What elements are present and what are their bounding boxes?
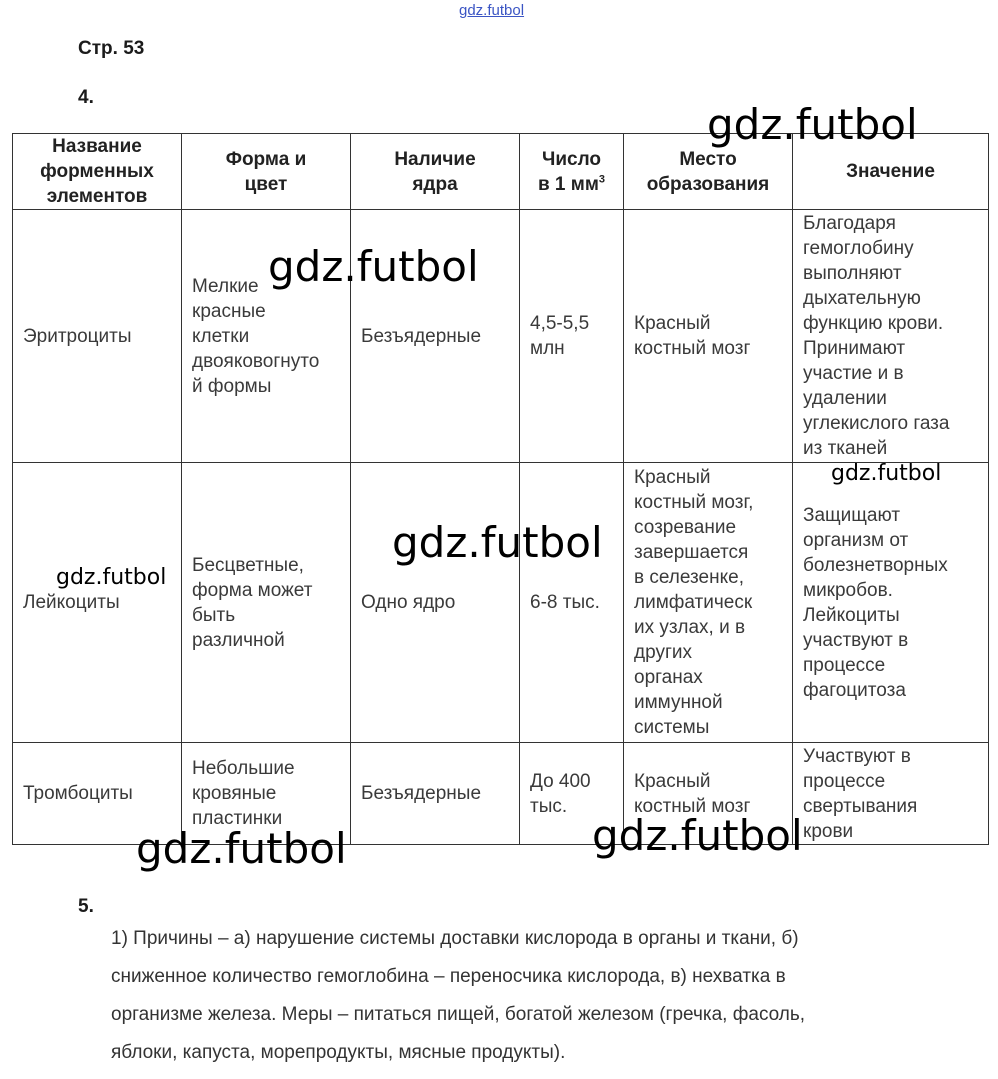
cell-shape: Небольшие кровяные пластинки xyxy=(182,743,351,845)
watermark: gdz.futbol xyxy=(592,811,803,860)
cell-count: До 400 тыс. xyxy=(520,743,624,845)
answer-line: организме железа. Меры – питаться пищей, богатой железом (гречка, фасоль, xyxy=(111,1004,806,1025)
cell-origin: Красный костный мозг xyxy=(624,743,793,845)
cell-meaning: Защищают организм от болезнетворных микробов. Лейкоциты участвуют в процессе фагоцитоза xyxy=(793,463,989,743)
watermark: gdz.futbol xyxy=(831,461,942,486)
header-count: Число в 1 $мм^3$ xyxy=(520,134,624,210)
answer-line: 1) Причины – а) нарушение системы доставки кислорода в органы и ткани, б) xyxy=(111,928,799,949)
cell-meaning: Участвуют в процессе свертывания крови xyxy=(793,743,989,845)
watermark: gdz.futbol xyxy=(707,100,918,149)
task-5-answer xyxy=(111,920,941,1072)
table-row-erythrocytes xyxy=(13,210,989,463)
header-origin: Место образования xyxy=(624,134,793,210)
watermark: gdz.futbol xyxy=(392,518,603,567)
cell-shape: Мелкие красные клетки двояковогнуто й формы xyxy=(182,210,351,463)
cell-name: Тромбоциты xyxy=(13,743,182,845)
header-shape: Форма и цвет xyxy=(182,134,351,210)
cell-nucleus: Одно ядро xyxy=(351,463,520,743)
watermark: gdz.futbol xyxy=(268,242,479,291)
cell-name: Лейкоциты xyxy=(13,463,182,743)
answer-line: яблоки, капуста, морепродукты, мясные продукты). xyxy=(111,1042,566,1063)
page-label: Стр. 53 xyxy=(78,38,145,59)
table-row-leukocytes xyxy=(13,463,989,743)
cell-origin: Красный костный мозг, созревание завершается в селезенке, лимфатическ их узлах, и в других органах иммунной системы xyxy=(624,463,793,743)
watermark: gdz.futbol xyxy=(136,824,347,873)
cell-count: 6-8 тыс. xyxy=(520,463,624,743)
cell-nucleus: Безъядерные xyxy=(351,210,520,463)
cell-count: 4,5-5,5 млн xyxy=(520,210,624,463)
cell-shape: Бесцветные, форма может быть различной xyxy=(182,463,351,743)
answer-line: сниженное количество гемоглобина – переносчика кислорода, в) нехватка в xyxy=(111,966,786,987)
task-4-number: 4. xyxy=(78,87,94,108)
header-meaning: Значение xyxy=(793,134,989,210)
cell-name: Эритроциты xyxy=(13,210,182,463)
watermark-link[interactable]: gdz.futbol xyxy=(459,2,525,19)
cell-origin: Красный костный мозг xyxy=(624,210,793,463)
cell-meaning: Благодаря гемоглобину выполняют дыхательную функцию крови. Принимают участие и в удалении углекислого газа из тканей xyxy=(793,210,989,463)
header-nucleus: Наличие ядра xyxy=(351,134,520,210)
blood-cells-table xyxy=(12,133,989,845)
task-5-number: 5. xyxy=(78,896,94,917)
header-name: Название форменных элементов xyxy=(13,134,182,210)
cell-nucleus: Безъядерные xyxy=(351,743,520,845)
watermark: gdz.futbol xyxy=(56,565,167,590)
